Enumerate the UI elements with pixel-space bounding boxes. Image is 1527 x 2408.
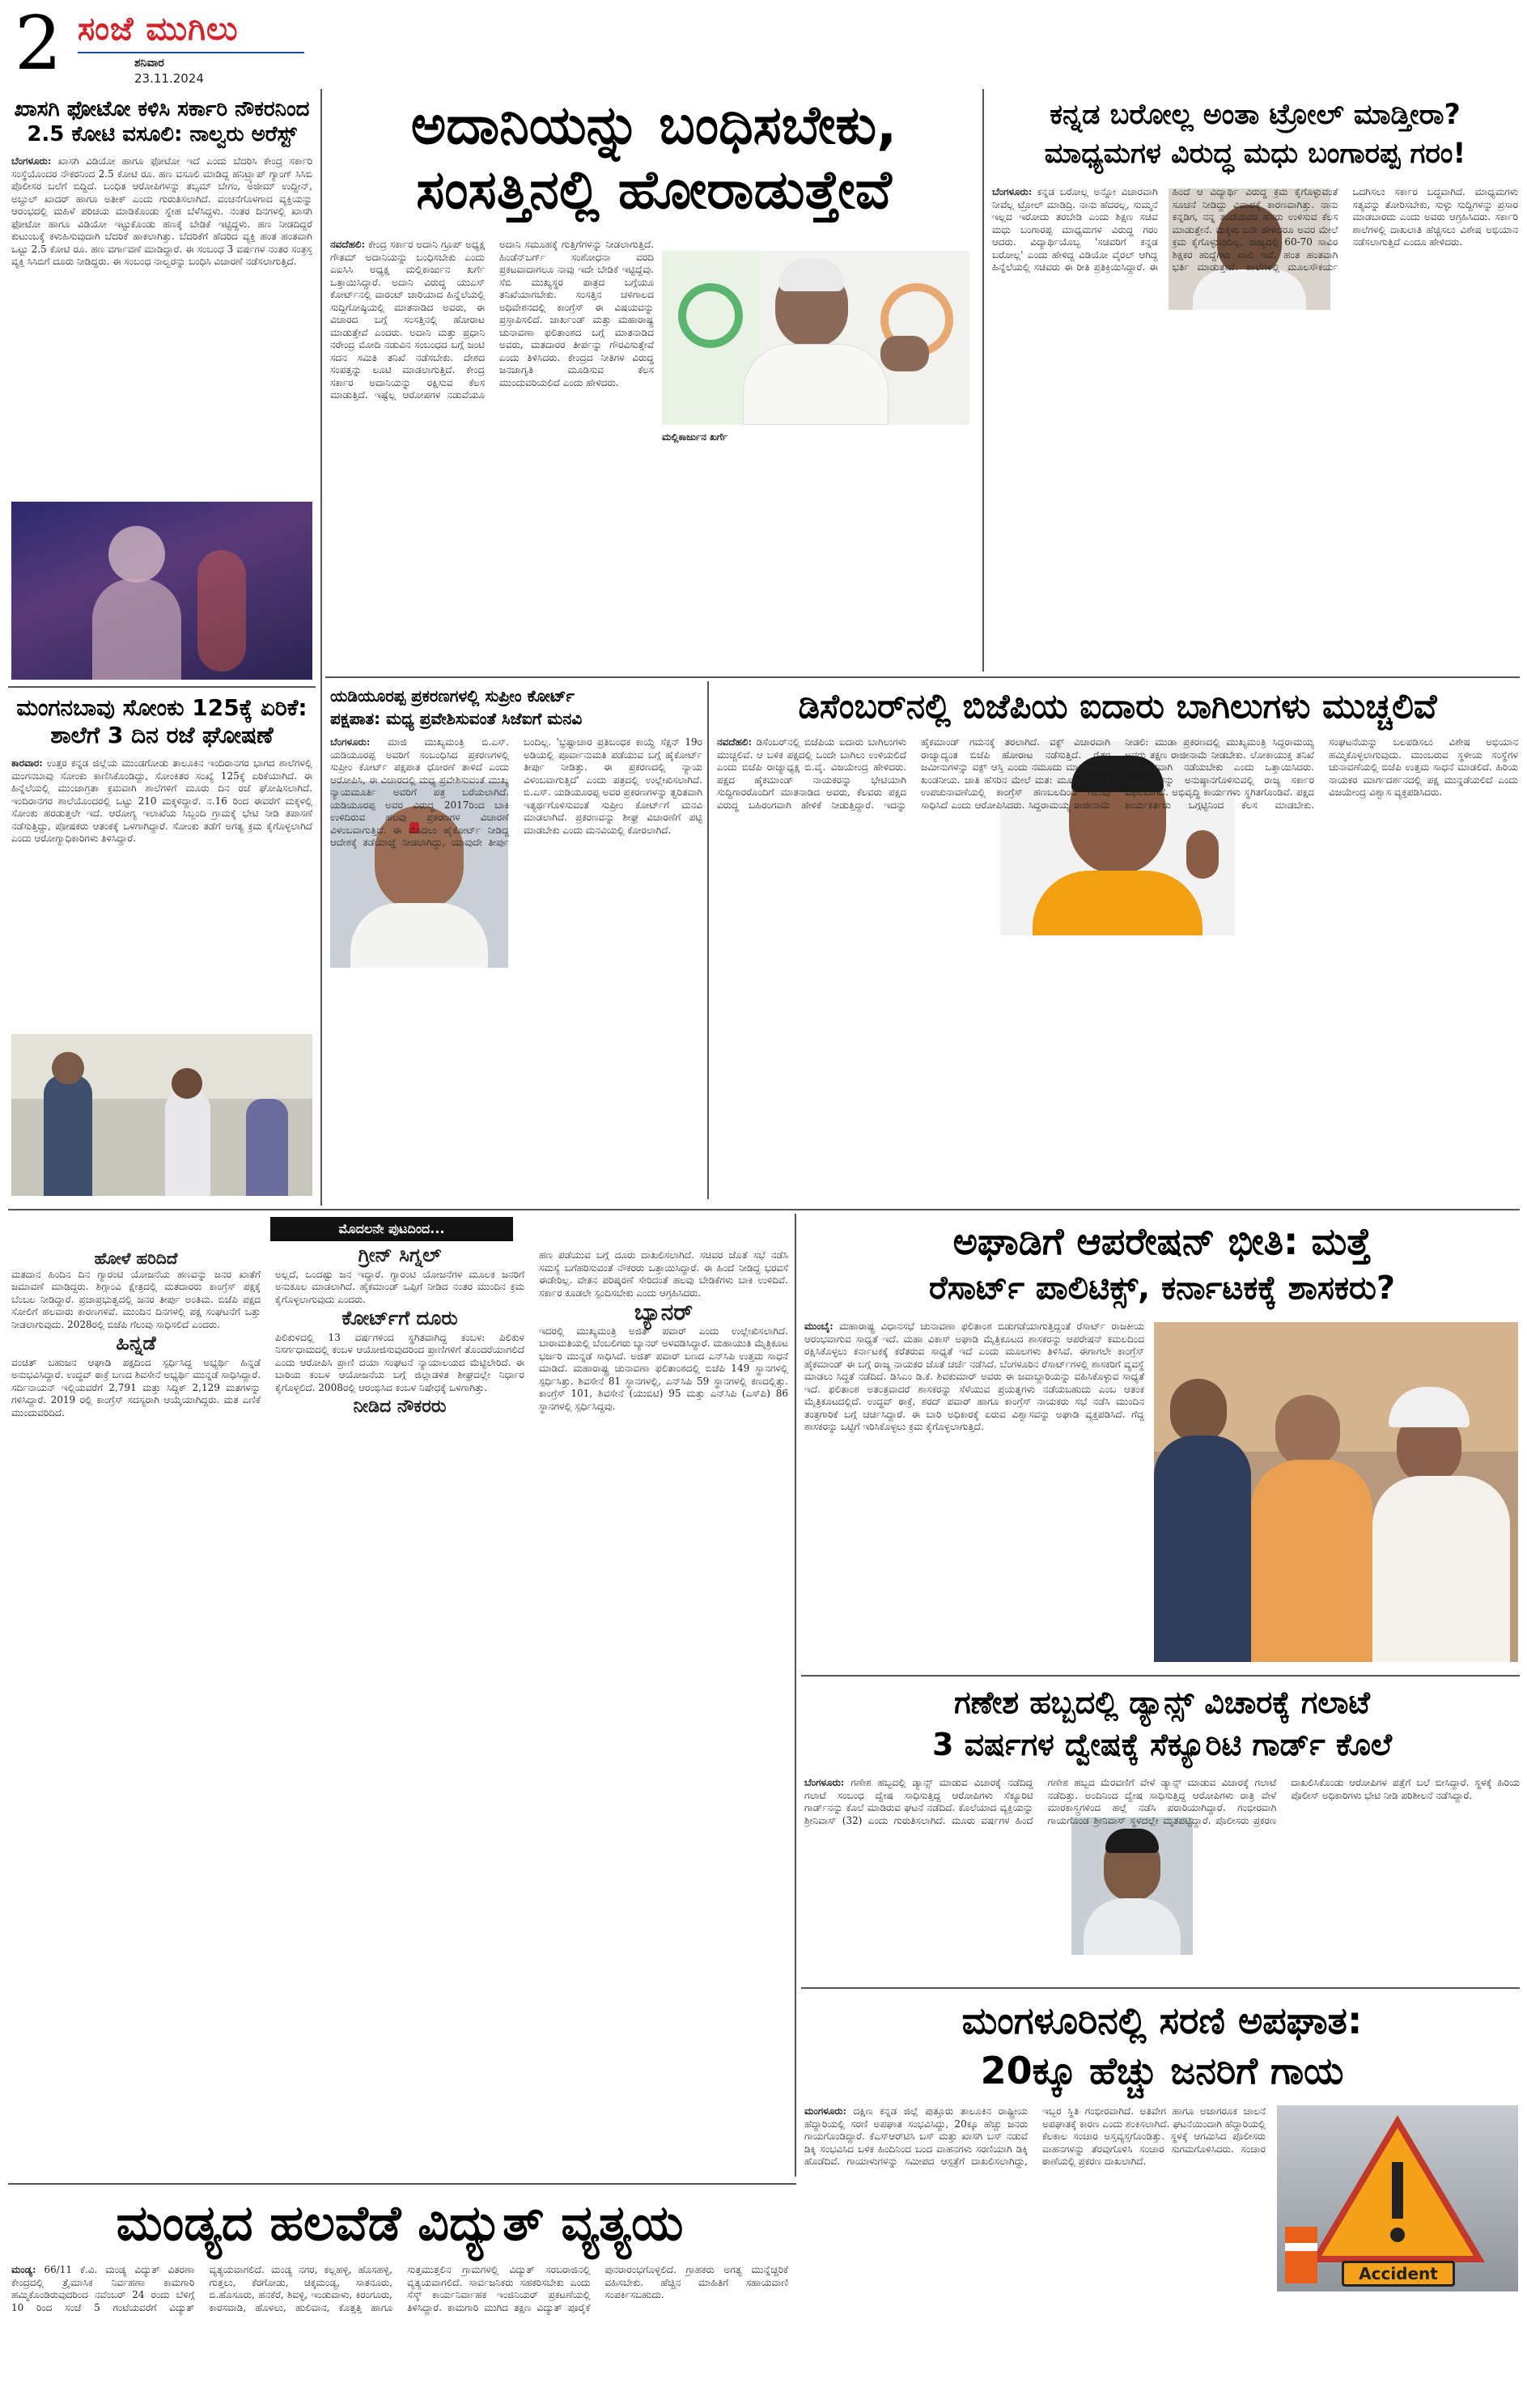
body-text: ಮಾಜಿ ಮುಖ್ಯಮಂತ್ರಿ ಬಿ.ಎಸ್. ಯಡಿಯೂರಪ್ಪ ಅವರಿಗೆ ಸಂಬಂಧಿಸಿದ ಪ್ರಕರಣಗಳಲ್ಲಿ ಸುಪ್ರೀಂ ಕೋರ್ಟ್ ಪಕ್ಷಪಾತ ಧೋರಣೆ ತಾಳಿದೆ ಎಂದು ಆರೋಪಿಸಿ, ಈ ವಿಚಾರದಲ್ಲಿ ಮಧ್ಯ ಪ್ರವೇಶಿಸುವಂತೆ ಮುಖ್ಯ ನ್ಯಾಯಮೂರ್ತಿ ಅವರಿಗೆ ಪತ್ರ ಬರೆಯಲಾಗಿದೆ. ಯಡಿಯೂರಪ್ಪ ಅವರ ವಿರುದ್ಧ 2017ರಿಂದ ಬಾಕಿ ಉಳಿದಿರುವ ಹಲವು ಪ್ರಕರಣಗಳ ವಿಚಾರಣೆ ವಿಳಂಬವಾಗುತ್ತಿದೆ. ಈ ಮೊದಲು ಹೈಕೋರ್ಟ್ ನೀಡಿದ್ದ ಆದೇಶಕ್ಕೆ ತಡೆಯಾಜ್ಞೆ ನೀಡಲಾಗಿದ್ದು, ಯಾವುದೇ ತೀರ್ಪು ಬಂದಿಲ್ಲ. 'ಭ್ರಷ್ಟಾಚಾರ ಪ್ರತಿಬಂಧಕ ಕಾಯ್ದೆ ಸೆಕ್ಷನ್ 19ರ ಅಡಿಯಲ್ಲಿ ಪೂರ್ವಾನುಮತಿ ಪಡೆಯುವ ಬಗ್ಗೆ ಹೈಕೋರ್ಟ್ ತೀರ್ಪು ನೀಡಿತ್ತು. ಈ ಪ್ರಕರಣದಲ್ಲಿ ನ್ಯಾಯ ವಿಳಂಬವಾಗುತ್ತಿದೆ' ಎಂದು ಪತ್ರದಲ್ಲಿ ಉಲ್ಲೇಖಿಸಲಾಗಿದೆ. ಬಿ.ಎಸ್. ಯಡಿಯೂರಪ್ಪ ಅವರ ಪ್ರಕರಣಗಳನ್ನು ತ್ವರಿತವಾಗಿ ಇತ್ಯರ್ಥಗೊಳಿಸುವಂತೆ ಸುಪ್ರೀಂ ಕೋರ್ಟ್‌ಗೆ ಮನವಿ ಮಾಡಲಾಗಿದೆ. ಪ್ರಕರಣವನ್ನು ಶೀಘ್ರ ವಿಚಾರಣೆಗೆ ಪಟ್ಟಿ ಮಾಡಬೇಕು ಎಂದು ಮನವಿಯಲ್ಲಿ ಕೋರಲಾಗಿದೆ. [330,736,702,848]
article-body [11,757,312,960]
short-item [11,1249,261,1331]
short-body: ಮತದಾನ ಹಿಂದಿನ ದಿನ ಗ್ಯಾರಂಟಿ ಯೋಜನೆಯ ಹಣವನ್ನು ಜನರ ಖಾತೆಗೆ ಜಮಾವಣೆ ಮಾಡಿದ್ದರು. ಶಿಗ್ಗಾಂವಿ ಕ್ಷೇತ್ರದಲ್ಲಿ ಮತದಾರರು ಕಾಂಗ್ರೆಸ್ ಪಕ್ಷಕ್ಕೆ ಬೆಂಬಲ ನೀಡಿದ್ದಾರೆ. ಪ್ರಜಾಪ್ರಭುತ್ವದಲ್ಲಿ ಜನರ ತೀರ್ಪು ಅಂತಿಮ. ಬಿಜೆಪಿ ಪಕ್ಷದ ಸೋಲಿಗೆ ಹಲವಾರು ಕಾರಣಗಳಿವೆ. ಮುಂದಿನ ದಿನಗಳಲ್ಲಿ ಪಕ್ಷ ಸಂಘಟನೆಗೆ ಒತ್ತು ನೀಡಲಾಗುವುದು. 2028ರಲ್ಲಿ ಬಿಜೆಪಿ ಗೆಲುವು ಸಾಧಿಸಲಿದೆ ಎಂದರು. [11,1268,261,1330]
short-title: ಕೋರ್ಟ್‌ಗೆ ದೂರು [341,1307,458,1329]
body-text: ಮಹಾರಾಷ್ಟ್ರ ವಿಧಾನಸಭೆ ಚುನಾವಣಾ ಫಲಿತಾಂಶ ಬಿಡುಗಡೆಯಾಗುತ್ತಿದ್ದಂತೆ ರೆಸಾರ್ಟ್ ರಾಜಕೀಯ ಆರಂಭವಾಗುವ ಸಾಧ್ಯತೆ ಇದೆ. ಮಹಾ ವಿಕಾಸ್ ಅಘಾಡಿ ಮೈತ್ರಿಕೂಟದ ಶಾಸಕರನ್ನು ಆಪರೇಷನ್ ಕಮಲದಿಂದ ರಕ್ಷಿಸಿಕೊಳ್ಳಲು ಕರ್ನಾಟಕಕ್ಕೆ ಕರೆತರುವ ಸಾಧ್ಯತೆ ಇದೆ ಎಂದು ಮೂಲಗಳು ತಿಳಿಸಿವೆ. ಈಗಾಗಲೇ ಕಾಂಗ್ರೆಸ್ ಹೈಕಮಾಂಡ್ ಈ ಬಗ್ಗೆ ರಾಜ್ಯ ನಾಯಕರ ಜೊತೆ ಚರ್ಚೆ ನಡೆಸಿದೆ. ಬೆಂಗಳೂರಿನ ರೆಸಾರ್ಟ್‌ಗಳಲ್ಲಿ ಶಾಸಕರಿಗೆ ವ್ಯವಸ್ಥೆ ಮಾಡಲು ಸಿದ್ಧತೆ ನಡೆದಿದೆ. ಡಿಸಿಎಂ ಡಿ.ಕೆ. ಶಿವಕುಮಾರ್ ಅವರು ಈ ಜವಾಬ್ದಾರಿಯನ್ನು ವಹಿಸಿಕೊಳ್ಳುವ ಸಾಧ್ಯತೆ ಇದೆ. ಫಲಿತಾಂಶ ಅತಂತ್ರವಾದರೆ ಶಾಸಕರನ್ನು ಸೆಳೆಯುವ ಪ್ರಯತ್ನಗಳು ನಡೆಯಬಹುದು ಎಂಬ ಆತಂಕ ಮೈತ್ರಿಕೂಟದಲ್ಲಿದೆ. ಉದ್ಧವ್ ಠಾಕ್ರೆ, ಶರದ್ ಪವಾರ್ ಹಾಗೂ ಕಾಂಗ್ರೆಸ್ ನಾಯಕರು ಸಭೆ ನಡೆಸಿ ಮುಂದಿನ ತಂತ್ರಗಾರಿಕೆ ಬಗ್ಗೆ ಚರ್ಚಿಸಿದ್ದಾರೆ. ಈ ಬಾರಿ ಅಧಿಕಾರಕ್ಕೆ ಏರುವ ವಿಶ್ವಾಸವನ್ನು ಅಘಾಡಿ ವ್ಯಕ್ತಪಡಿಸಿದೆ. ಗೆದ್ದ ಶಾಸಕರನ್ನು ಒಟ್ಟಿಗೆ ಇರಿಸಿಕೊಳ್ಳಲು ಕ್ರಮ ಕೈಗೊಳ್ಳಲಾಗುತ್ತಿದೆ. [804,1321,1144,1432]
short-item [275,1249,524,1306]
short-body: ವಂಚಿತ್ ಬಹುಜನ ಆಘಾಡಿ ಪಕ್ಷದಿಂದ ಸ್ಪರ್ಧಿಸಿದ್ದ ಅಭ್ಯರ್ಥಿ ಹಿನ್ನಡೆ ಅನುಭವಿಸಿದ್ದಾರೆ. ಉದ್ಧವ್ ಠಾಕ್ರೆ ಬಣದ ಶಿವಸೇನೆ ಅಭ್ಯರ್ಥಿ ಮುನ್ನಡೆ ಸಾಧಿಸಿದ್ದಾರೆ. ಸರ್ದಿನಾಯನ್ ಇಲ್ಲಿಯವರೆಗೆ 2,791 ಮತ್ತು ಸಿದ್ದಿಕ್ 2,129 ಮತಗಳನ್ನು ಗಳಿಸಿದ್ದಾರೆ. 2019 ರಲ್ಲಿ ಕಾಂಗ್ರೆಸ್ ಸದಸ್ಯರಾಗಿ ಆಯ್ಕೆಯಾಗಿದ್ದರು. ಮತ ಎಣಿಕೆ ಮುಂದುವರಿದಿದೆ. [11,1356,261,1418]
issue-date: 23.11.2024 [134,71,204,86]
short-item [11,1332,261,1419]
dateline: ನವದೆಹಲಿ: [330,239,365,250]
article-body [992,186,1518,663]
short-body: ಇದರಲ್ಲಿ ಮುಖ್ಯಮಂತ್ರಿ ಅಜಿತ್ ಪವಾರ್ ಎಂದು ಉಲ್ಲೇಖಿಸಲಾಗಿದೆ. ಬಾರಾಮತಿಯಲ್ಲಿ ಬೆಂಬಲಿಗರು ಬ್ಯಾನರ್ ಅಳವಡಿಸಿದ್ದಾರೆ. ಮಹಾಯುತಿ ಮೈತ್ರಿಕೂಟ ಭರ್ಜರಿ ಮುನ್ನಡೆ ಸಾಧಿಸಿದೆ. ಅಜಿತ್ ಪವಾರ್ ಬಣದ ಎನ್‌ಸಿಪಿ ಉತ್ತಮ ಸಾಧನೆ ಮಾಡಿದೆ. ಮಹಾರಾಷ್ಟ್ರ ಚುನಾವಣಾ ಫಲಿತಾಂಶದಲ್ಲಿ ಬಿಜೆಪಿ 149 ಸ್ಥಾನಗಳಲ್ಲಿ ಸ್ಪರ್ಧಿಸಿತ್ತು. ಶಿವಸೇನೆ 81 ಸ್ಥಾನಗಳಲ್ಲಿ, ಎನ್‌ಸಿಪಿ 59 ಸ್ಥಾನಗಳಲ್ಲಿ ಕಣದಲ್ಲಿತ್ತು. ಕಾಂಗ್ರೆಸ್ 101, ಶಿವಸೇನೆ (ಯುಬಿಟಿ) 95 ಮತ್ತು ಎನ್‌ಸಿಪಿ (ಎಸ್‌ಪಿ) 86 ಸ್ಥಾನಗಳಲ್ಲಿ ಸ್ಪರ್ಧಿಸಿದ್ದವು. [539,1325,788,1412]
story-yeddyurappa [330,685,702,1202]
story-bjp [717,685,1518,1202]
article-body [717,736,1518,1198]
body-text: ಉತ್ತರ ಕನ್ನಡ ಜಿಲ್ಲೆಯ ಮುಂಡಗೋಡು ತಾಲೂಕಿನ ಇಂದಿರಾನಗರ ಭಾಗದ ಶಾಲೆಗಳಲ್ಲಿ ಮಂಗನಬಾವು ಸೋಂಕು ಕಾಣಿಸಿಕೊಂಡಿದ್ದು, ಸೋಂಕಿತರ ಸಂಖ್ಯೆ 125ಕ್ಕೆ ಏರಿಕೆಯಾಗಿದೆ. ಈ ಹಿನ್ನೆಲೆಯಲ್ಲಿ ಮುಂಜಾಗ್ರತಾ ಕ್ರಮವಾಗಿ ಶಾಲೆಗಳಿಗೆ ಮೂರು ದಿನ ರಜೆ ಘೋಷಿಸಲಾಗಿದೆ. ಇಂದಿರಾನಗರ ಶಾಲೆಯೊಂದರಲ್ಲಿ ಒಟ್ಟು 210 ಮಕ್ಕಳಿದ್ದಾರೆ. ನ.16 ರಿಂದ ಈವರೆಗೆ ಮಕ್ಕಳಲ್ಲಿ ಸೋಂಕು ಹರಡುತ್ತಲೇ ಇದೆ. ಆರೋಗ್ಯ ಇಲಾಖೆಯ ಸಿಬ್ಬಂದಿ ಗ್ರಾಮಕ್ಕೆ ಭೇಟಿ ನೀಡಿ ತಪಾಸಣೆ ನಡೆಸುತ್ತಿದ್ದು, ಪೋಷಕರು ಆತಂಕಕ್ಕೆ ಒಳಗಾಗಿದ್ದಾರೆ. ಸೋಂಕು ತಡೆಗೆ ಅಗತ್ಯ ಕ್ರಮ ಕೈಗೊಳ್ಳಲಾಗಿದೆ ಎಂದು ಆರೋಗ್ಯಾಧಿಕಾರಿಗಳು ತಿಳಿಸಿದ್ದಾರೆ. [11,757,312,845]
headline-line-1: ಗಣೇಶ ಹಬ್ಬದಲ್ಲಿ ಡ್ಯಾನ್ಸ್ ವಿಚಾರಕ್ಕೆ ಗಲಾಟೆ [954,1685,1370,1720]
accident-sign-photo [1277,2105,1518,2291]
article-body [11,155,312,479]
headline-line-1: ಯಡಿಯೂರಪ್ಪ ಪ್ರಕರಣಗಳಲ್ಲಿ ಸುಪ್ರೀಂ ಕೋರ್ಟ್ [330,686,575,706]
short-title: ಬ್ಯಾನರ್ [634,1299,694,1325]
divider [8,686,316,688]
short-body: ಅಲ್ಲದೆ, ಒಂದಷ್ಟು ಜನ ಇದ್ದಾರೆ. ಗ್ಯಾರಂಟಿ ಯೋಜನೆಗಳ ಮೂಲಕ ಜನರಿಗೆ ಅನುಕೂಲ ಮಾಡಲಾಗಿದೆ. ಹೈಕಮಾಂಡ್ ಒಪ್ಪಿಗೆ ನೀಡಿದ ನಂತರ ಮುಂದಿನ ಕ್ರಮ ಕೈಗೊಳ್ಳಲಾಗುವುದು ಎಂದರು. [275,1268,524,1305]
paper-name: ಸಂಜೆ ಮುಗಿಲು [78,11,239,48]
dateline: ನವದೆಹಲಿ: [717,736,752,748]
continued-stories [11,1217,788,2180]
short-title: ಹಿನ್ನಡೆ [116,1332,156,1354]
headline: ಮಂಗನಬಾವು ಸೋಂಕು 125ಕ್ಕೆ ಏರಿಕೆ: ಶಾಲೆಗೆ 3 ದಿನ ರಜೆ ಘೋಷಣೆ [16,694,308,749]
logo-underline [78,52,304,53]
kharge-photo [662,251,969,425]
dateline: ಮುಂಬೈ: [804,1321,833,1332]
short-title: ಹೋಳೆ ಹರಿದಿದೆ [94,1249,178,1268]
headline-line-2: ಪಕ್ಷಪಾತ: ಮಧ್ಯ ಪ್ರವೇಶಿಸುವಂತೆ ಸಿಜೆಐಗೆ ಮನವಿ [330,709,583,728]
dateline: ಕಾರವಾರ: [11,757,43,769]
body-text: 66/11 ಕೆ.ವಿ. ಮಂಡ್ಯ ವಿದ್ಯುತ್ ವಿತರಣಾ ಕೇಂದ್ರದಲ್ಲಿ ತ್ರೈಮಾಸಿಕ ನಿರ್ವಹಣಾ ಕಾಮಗಾರಿ ಹಮ್ಮಿಕೊಂಡಿರುವುದರಿಂದ ನವೆಂಬರ್ 24 ರಂದು ಬೆಳಿಗ್ಗೆ 10 ರಿಂದ ಸಂಜೆ 5 ಗಂಟೆಯವರೆಗೆ ವಿದ್ಯುತ್ ವ್ಯತ್ಯಯವಾಗಲಿದೆ. ಮಂಡ್ಯ ನಗರ, ಕಲ್ಲಹಳ್ಳಿ, ಹೊಸಹಳ್ಳಿ, ಗುತ್ತಲು, ಕೆರಗೋಡು, ಚಿಕ್ಕಮಂಡ್ಯ, ಸಾತನೂರು, ಬಿ.ಹೊಸೂರು, ಹನಕೆರೆ, ಶಿವಳ್ಳಿ, ಇಂಡುವಾಳು, ಕಿರಂಗೂರು, ಕಾರಸವಾಡಿ, ಹೊಳಲು, ಹುಲಿವಾನ, ಕೊತ್ತತ್ತಿ ಹಾಗೂ ಸುತ್ತಮುತ್ತಲಿನ ಗ್ರಾಮಗಳಲ್ಲಿ ವಿದ್ಯುತ್ ಸರಬರಾಜಿನಲ್ಲಿ ವ್ಯತ್ಯಯವಾಗಲಿದೆ. ಸಾರ್ವಜನಿಕರು ಸಹಕರಿಸಬೇಕು ಎಂದು ಸೆಸ್ಕ್ ಕಾರ್ಯನಿರ್ವಾಹಕ ಇಂಜಿನಿಯರ್ ಪ್ರಕಟಣೆಯಲ್ಲಿ ತಿಳಿಸಿದ್ದಾರೆ. ಕಾಮಗಾರಿ ಮುಗಿದ ತಕ್ಷಣ ವಿದ್ಯುತ್ ಪೂರೈಕೆ ಪುನರಾರಂಭಗೊಳ್ಳಲಿದೆ. ಗ್ರಾಹಕರು ಅಗತ್ಯ ಮುನ್ನೆಚ್ಚರಿಕೆ ವಹಿಸಬೇಕು. ಹೆಚ್ಚಿನ ಮಾಹಿತಿಗೆ ಸಹಾಯವಾಣಿ ಸಂಪರ್ಕಿಸಬಹುದು. [11,2264,788,2313]
headline: ಡಿಸೆಂಬರ್‌ನಲ್ಲಿ ಬಿಜೆಪಿಯ ಐದಾರು ಬಾಗಿಲುಗಳು ಮುಚ್ಚಲಿವೆ [798,686,1437,726]
article-body [804,1321,1144,1664]
column-rule [707,681,709,1199]
headline: ಖಾಸಗಿ ಫೋಟೋ ಕಳಿಸಿ ಸರ್ಕಾರಿ ನೌಕರನಿಂದ 2.5 ಕೋಟಿ ವಸೂಲಿ: ನಾಲ್ವರು ಅರೆಸ್ಟ್ [14,97,310,147]
story-private-photo [11,97,312,680]
masthead [0,0,324,87]
headline-line-1: ಅದಾನಿಯನ್ನು ಬಂಧಿಸಬೇಕು, [410,94,897,156]
article-body-right [662,431,969,668]
column-rule [982,89,984,672]
dateline: ಬೆಂಗಳೂರು: [992,186,1033,197]
silhouette-photo [11,502,312,680]
aghadi-leaders-photo [1154,1322,1518,1662]
story-adani [330,93,978,676]
divider [8,1209,1520,1210]
short-title: ಗ್ರೀನ್ ಸಿಗ್ನಲ್ [358,1249,442,1266]
dateline: ಬೆಂಗಳೂರು: [11,155,52,167]
headline-line-2: ಸಂಸತ್ತಿನಲ್ಲಿ ಹೋರಾಡುತ್ತೇವೆ [416,159,892,221]
article-body [804,1777,1520,1979]
paper-logo [78,6,304,52]
divider [325,676,1520,678]
story-ganesh-festival [804,1681,1520,1982]
article-body [330,736,702,1198]
story-aghadi [804,1217,1520,1670]
headline-line-1: ಮಂಗಳೂರಿನಲ್ಲಿ ಸರಣಿ ಅಪಘಾತ: [961,1999,1363,2042]
headline-line-1: ಕನ್ನಡ ಬರೋಲ್ಲ ಅಂತಾ ಟ್ರೋಲ್ ಮಾಡ್ತೀರಾ? [1050,99,1461,131]
hospital-photo [11,1034,312,1196]
story-mangaluru-accident [804,1995,1520,2404]
body-text: ಗಣೇಶ ಹಬ್ಬದಲ್ಲಿ ಡ್ಯಾನ್ಸ್ ಮಾಡುವ ವಿಚಾರಕ್ಕೆ ನಡೆದಿದ್ದ ಗಲಾಟೆ ಸಂಬಂಧ ದ್ವೇಷ ಸಾಧಿಸುತ್ತಿದ್ದ ಆರೋಪಿಗಳು ಸೆಕ್ಯೂರಿಟಿ ಗಾರ್ಡ್‌ನನ್ನು ಕೊಲೆ ಮಾಡಿರುವ ಘಟನೆ ನಡೆದಿದೆ. ಕೊಲೆಯಾದ ವ್ಯಕ್ತಿಯನ್ನು ಶ್ರೀನಿವಾಸ್ (32) ಎಂದು ಗುರುತಿಸಲಾಗಿದೆ. ಮೂರು ವರ್ಷಗಳ ಹಿಂದೆ ಗಣೇಶ ಹಬ್ಬದ ಮೆರವಣಿಗೆ ವೇಳೆ ಡ್ಯಾನ್ಸ್ ಮಾಡುವ ವಿಚಾರಕ್ಕೆ ಗಲಾಟೆ ನಡೆದಿತ್ತು. ಅಂದಿನಿಂದ ದ್ವೇಷ ಸಾಧಿಸುತ್ತಿದ್ದ ಆರೋಪಿಗಳು ರಾತ್ರಿ ವೇಳೆ ಮಾರಕಾಸ್ತ್ರಗಳಿಂದ ಹಲ್ಲೆ ನಡೆಸಿ ಪರಾರಿಯಾಗಿದ್ದಾರೆ. ಗಂಭೀರವಾಗಿ ಗಾಯಗೊಂಡ ಶ್ರೀನಿವಾಸ್ ಸ್ಥಳದಲ್ಲೇ ಮೃತಪಟ್ಟಿದ್ದಾರೆ. ಪೊಲೀಸರು ಪ್ರಕರಣ ದಾಖಲಿಸಿಕೊಂಡು ಆರೋಪಿಗಳ ಪತ್ತೆಗೆ ಬಲೆ ಬೀಸಿದ್ದಾರೆ. ಸ್ಥಳಕ್ಕೆ ಹಿರಿಯ ಪೊಲೀಸ್ ಅಧಿಕಾರಿಗಳು ಭೇಟಿ ನೀಡಿ ಪರಿಶೀಲನೆ ನಡೆಸಿದ್ದಾರೆ. [804,1777,1520,1826]
dateline: ಮಂಗಳೂರು: [804,2105,846,2117]
headline: ಮಂಡ್ಯದ ಹಲವೆಡೆ ವಿದ್ಯುತ್ ವ್ಯತ್ಯಯ [116,2195,684,2252]
story-madhu-bangarappa [992,95,1518,670]
short-title: ನೀಡಿದ ನೌಕರರು [353,1397,447,1417]
dateline: ಬೆಂಗಳೂರು: [330,736,371,748]
accident-sign-text: Accident [1342,2261,1455,2287]
divider [8,2183,796,2185]
headline-line-2: 3 ವರ್ಷಗಳ ದ್ವೇಷಕ್ಕೆ ಸೆಕ್ಯೂರಿಟಿ ಗಾರ್ಡ್ ಕೊಲೆ [932,1727,1392,1762]
headline-line-2: ಮಾಧ್ಯಮಗಳ ವಿರುದ್ಧ ಮಧು ಬಂಗಾರಪ್ಪ ಗರಂ! [1044,138,1466,170]
story-mumps [11,694,312,1196]
short-items [11,1249,788,2176]
dateline: ಬೆಂಗಳೂರು: [804,1777,845,1788]
body-text: ದಕ್ಷಿಣ ಕನ್ನಡ ಜಿಲ್ಲೆ ಪುತ್ತೂರು ತಾಲೂಕಿನ ರಾಷ್ಟ್ರೀಯ ಹೆದ್ದಾರಿಯಲ್ಲಿ ಸರಣಿ ಅಪಘಾತ ಸಂಭವಿಸಿದ್ದು, 20ಕ್ಕೂ ಹೆಚ್ಚು ಜನರು ಗಾಯಗೊಂಡಿದ್ದಾರೆ. ಕೆಎಸ್‌ಆರ್‌ಟಿಸಿ ಬಸ್ ಮತ್ತು ಖಾಸಗಿ ಬಸ್ ನಡುವೆ ಡಿಕ್ಕಿ ಸಂಭವಿಸಿದ ಬಳಿಕ ಹಿಂದಿನಿಂದ ಬಂದ ವಾಹನಗಳು ಸರಣಿಯಾಗಿ ಡಿಕ್ಕಿ ಹೊಡೆದಿವೆ. ಗಾಯಾಳುಗಳನ್ನು ಸಮೀಪದ ಆಸ್ಪತ್ರೆಗೆ ದಾಖಲಿಸಲಾಗಿದ್ದು, ಇಬ್ಬರ ಸ್ಥಿತಿ ಗಂಭೀರವಾಗಿದೆ. ಅತಿವೇಗ ಹಾಗೂ ಅಜಾಗರೂಕ ಚಾಲನೆ ಅಪಘಾತಕ್ಕೆ ಕಾರಣ ಎಂದು ಶಂಕಿಸಲಾಗಿದೆ. ಘಟನೆಯಿಂದಾಗಿ ಹೆದ್ದಾರಿಯಲ್ಲಿ ಕೆಲಕಾಲ ಸಂಚಾರ ಅಸ್ತವ್ಯಸ್ತಗೊಂಡಿತ್ತು. ಸ್ಥಳಕ್ಕೆ ಆಗಮಿಸಿದ ಪೊಲೀಸರು ವಾಹನಗಳನ್ನು ತೆರವುಗೊಳಿಸಿ ಸಂಚಾರ ಸುಗಮಗೊಳಿಸಿದರು. ಸಂಚಾರ ಠಾಣೆಯಲ್ಲಿ ಪ್ರಕರಣ ದಾಖಲಾಗಿದೆ. [804,2105,1266,2167]
body-text: ಡಿಸೆಂಬರ್‌ನಲ್ಲಿ ಬಿಜೆಪಿಯ ಐದಾರು ಬಾಗಿಲುಗಳು ಮುಚ್ಚಲಿವೆ. ಆ ಬಳಿಕ ಪಕ್ಷದಲ್ಲಿ ಒಂದೇ ಬಾಗಿಲು ಉಳಿಯಲಿದೆ ಎಂದು ಬಿಜೆಪಿ ರಾಜ್ಯಾಧ್ಯಕ್ಷ ಬಿ.ವೈ. ವಿಜಯೇಂದ್ರ ಹೇಳಿದರು. ಪಕ್ಷದ ಹೈಕಮಾಂಡ್ ನಾಯಕರನ್ನು ಭೇಟಿಯಾಗಿ ಸುದ್ದಿಗಾರರೊಂದಿಗೆ ಮಾತನಾಡಿದ ಅವರು, ಕೆಲವರು ಪಕ್ಷದ ವಿರುದ್ಧ ಬಹಿರಂಗವಾಗಿ ಹೇಳಿಕೆ ನೀಡುತ್ತಿದ್ದಾರೆ. ಇದನ್ನು ಹೈಕಮಾಂಡ್ ಗಮನಕ್ಕೆ ತರಲಾಗಿದೆ. ವಕ್ಫ್ ವಿಚಾರವಾಗಿ ರಾಜ್ಯಾದ್ಯಂತ ಬಿಜೆಪಿ ಹೋರಾಟ ನಡೆಸುತ್ತಿದೆ. ರೈತರ ಜಮೀನುಗಳನ್ನು ವಕ್ಫ್ ಆಸ್ತಿ ಎಂದು ನಮೂದು ಮಾಡಿರುವುದು ಖಂಡನೀಯ. ಜಾತಿ ಹೆಸರಿನ ಮೇಲೆ ಮತ: ಮೂರು ಕ್ಷೇತ್ರಗಳ ಉಪಚುನಾವಣೆಯಲ್ಲಿ ಕಾಂಗ್ರೆಸ್ ಹಣಬಲದಿಂದ ಗೆಲುವು ಸಾಧಿಸಿದೆ ಎಂದು ಆರೋಪಿಸಿದರು. ಸಿದ್ದರಾಮಯ್ಯ ರಾಜೀನಾಮೆ ನೀಡಲಿ: ಮುಡಾ ಪ್ರಕರಣದಲ್ಲಿ ಮುಖ್ಯಮಂತ್ರಿ ಸಿದ್ದರಾಮಯ್ಯ ಅವರು ತಕ್ಷಣ ರಾಜೀನಾಮೆ ನೀಡಬೇಕು. ಲೋಕಾಯುಕ್ತ ತನಿಖೆ ನಿಷ್ಪಕ್ಷಪಾತವಾಗಿ ನಡೆಯಬೇಕು ಎಂದು ಒತ್ತಾಯಿಸಿದರು. ಯೋಜನೆಗಳನ್ನು ಅನುಷ್ಠಾನಗೊಳಿಸುವಲ್ಲಿ ರಾಜ್ಯ ಸರ್ಕಾರ ವಿಫಲವಾಗಿದೆ. ಅಭಿವೃದ್ಧಿ ಕಾರ್ಯಗಳು ಸ್ಥಗಿತಗೊಂಡಿವೆ. ಪಕ್ಷದ ಕಾರ್ಯಕರ್ತರು ಒಗ್ಗಟ್ಟಿನಿಂದ ಕೆಲಸ ಮಾಡಬೇಕು. ಸಂಘಟನೆಯನ್ನು ಬಲಪಡಿಸಲು ವಿಶೇಷ ಅಭಿಯಾನ ಹಮ್ಮಿಕೊಳ್ಳಲಾಗುವುದು. ಮುಂಬರುವ ಸ್ಥಳೀಯ ಸಂಸ್ಥೆಗಳ ಚುನಾವಣೆಯಲ್ಲಿ ಬಿಜೆಪಿ ಉತ್ತಮ ಸಾಧನೆ ಮಾಡಲಿದೆ. ಹಿರಿಯ ನಾಯಕರ ಮಾರ್ಗದರ್ಶನದಲ್ಲಿ ಪಕ್ಷ ಮುನ್ನಡೆಯಲಿದೆ ಎಂದು ವಿಜಯೇಂದ್ರ ವಿಶ್ವಾಸ ವ್ಯಕ್ತಪಡಿಸಿದರು. [717,736,1518,811]
column-rule [320,89,322,1206]
sun-cloud-icon [81,14,108,35]
story-mandya-power [11,2190,788,2404]
short-body: ಹಣ ಪಡೆಯುವ ಬಗ್ಗೆ ದೂರು ದಾಖಲಿಸಲಾಗಿದೆ. ಸಚಿವರ ಜೊತೆ ಸಭೆ ನಡೆಸಿ ಸಮಸ್ಯೆ ಬಗೆಹರಿಸುವಂತೆ ನೌಕರರು ಒತ್ತಾಯಿಸಿದ್ದಾರೆ. ಈ ಹಿಂದೆ ನೀಡಿದ್ದ ಭರವಸೆ ಈಡೇರಿಲ್ಲ. ವೇತನ ಪರಿಷ್ಕರಣೆ ಸೇರಿದಂತೆ ಹಲವು ಬೇಡಿಕೆಗಳು ಬಾಕಿ ಉಳಿದಿವೆ. ಸರ್ಕಾರ ಕೂಡಲೇ ಸ್ಪಂದಿಸಬೇಕು ಎಂದು ಆಗ್ರಹಿಸಿದರು. [539,1249,788,1299]
short-item [539,1299,788,1413]
body-text: ಕೇಂದ್ರ ಸರ್ಕಾರ ಅದಾನಿ ಗ್ರೂಪ್ ಅಧ್ಯಕ್ಷ ಗೌತಮ್ ಅದಾನಿಯನ್ನು ಬಂಧಿಸಬೇಕು ಎಂದು ಎಐಸಿಸಿ ಅಧ್ಯಕ್ಷ ಮಲ್ಲಿಕಾರ್ಜುನ ಖರ್ಗೆ ಒತ್ತಾಯಿಸಿದ್ದಾರೆ. ಅದಾನಿ ವಿರುದ್ಧ ಯುಎಸ್ ಕೋರ್ಟ್‌ನಲ್ಲಿ ವಾರಂಟ್ ಜಾರಿಯಾದ ಹಿನ್ನೆಲೆಯಲ್ಲಿ ಸುದ್ದಿಗೋಷ್ಠಿಯಲ್ಲಿ ಮಾತನಾಡಿದ ಅವರು, ಈ ವಿಚಾರದ ಬಗ್ಗೆ ಸಂಸತ್ತಿನಲ್ಲಿ ಹೋರಾಟ ಮಾಡುತ್ತೇವೆ ಎಂದರು. ಅದಾನಿ ಮತ್ತು ಪ್ರಧಾನಿ ನರೇಂದ್ರ ಮೋದಿ ನಡುವಿನ ಸಂಬಂಧದ ಬಗ್ಗೆ ಜಂಟಿ ಸದನ ಸಮಿತಿ ತನಿಖೆ ನಡೆಸಬೇಕು. ದೇಶದ ಸಂಪತ್ತನ್ನು ಲೂಟಿ ಮಾಡಲಾಗುತ್ತಿದೆ. ಕೇಂದ್ರ ಸರ್ಕಾರ ಅದಾನಿಯನ್ನು ರಕ್ಷಿಸುವ ಕೆಲಸ ಮಾಡುತ್ತಿದೆ. ಇಷ್ಟೆಲ್ಲ ಆರೋಪಗಳ ನಡುವೆಯೂ ಅದಾನಿ ಸಮೂಹಕ್ಕೆ ಗುತ್ತಿಗೆಗಳನ್ನು ನೀಡಲಾಗುತ್ತಿದೆ. ಹಿಂಡೆನ್‌ಬರ್ಗ್ ಸಂಶೋಧನಾ ವರದಿ ಪ್ರಕಟವಾದಾಗಲೂ ನಾವು ಇದೇ ಬೇಡಿಕೆ ಇಟ್ಟಿದ್ದೆವು. ಸೆಬಿ ಮುಖ್ಯಸ್ಥರ ಪಾತ್ರದ ಬಗ್ಗೆಯೂ ತನಿಖೆಯಾಗಬೇಕು. ಸಂಸತ್ತಿನ ಚಳಿಗಾಲದ ಅಧಿವೇಶನದಲ್ಲಿ ಕಾಂಗ್ರೆಸ್ ಈ ವಿಷಯವನ್ನು ಪ್ರಸ್ತಾಪಿಸಲಿದೆ. ಜಾರ್ಖಂಡ್ ಮತ್ತು ಮಹಾರಾಷ್ಟ್ರ ಚುನಾವಣಾ ಫಲಿತಾಂಶದ ಬಗ್ಗೆ ಮಾತನಾಡಿದ ಅವರು, ಮತದಾರರ ತೀರ್ಪನ್ನು ಗೌರವಿಸುತ್ತೇವೆ ಎಂದು ತಿಳಿಸಿದರು. ಕೇಂದ್ರದ ನೀತಿಗಳ ವಿರುದ್ಧ ಜನಜಾಗೃತಿ ಮೂಡಿಸುವ ಕೆಲಸ ಮುಂದುವರಿಯಲಿದೆ ಎಂದು ಹೇಳಿದರು. [330,239,654,401]
article-body [804,2105,1266,2401]
headline-line-2: ರೆಸಾರ್ಟ್ ಪಾಲಿಟಿಕ್ಸ್, ಕರ್ನಾಟಕಕ್ಕೆ ಶಾಸಕರು? [928,1270,1396,1307]
column-rule [795,1214,796,2177]
divider [801,1987,1520,1989]
page-number: 2 [15,0,62,87]
article-body [11,2264,788,2400]
body-text: ಖಾಸಗಿ ವಿಡಿಯೋ ಹಾಗೂ ಫೋಟೋ ಇದೆ ಎಂದು ಬೆದರಿಸಿ ಕೇಂದ್ರ ಸರ್ಕಾರಿ ಸಂಸ್ಥೆಯೊಂದರ ನೌಕರನಿಂದ 2.5 ಕೋಟಿ ರೂ. ಹಣ ವಸೂಲಿ ಮಾಡಿದ್ದ ಹನಿಟ್ರ್ಯಾಪ್ ಗ್ಯಾಂಗ್ ಸಿಸಿಬಿ ಪೊಲೀಸರ ಬಲೆಗೆ ಬಿದ್ದಿದೆ. ಬಂಧಿತ ಆರೋಪಿಗಳನ್ನು ತಬ್ಸಮ್ ಬೇಗಂ, ಅಜೀಮ್ ಉದ್ದೀನ್, ಅಬ್ದುಲ್ ಖಾದರ್ ಹಾಗೂ ಅತೀಕ್ ಎಂದು ಗುರುತಿಸಲಾಗಿದೆ. ವಂಚನೆಗೊಳಗಾದ ವ್ಯಕ್ತಿಯನ್ನು ಆರಂಭದಲ್ಲಿ ಮಹಿಳೆ ಪರಿಚಯ ಮಾಡಿಕೊಂಡು ಸ್ನೇಹ ಬೆಳೆಸಿದ್ದಳು. ನಂತರ ದಿನಗಳಲ್ಲಿ ಖಾಸಗಿ ಫೋಟೋ ಹಾಗೂ ವಿಡಿಯೋ ಇಟ್ಟುಕೊಂಡು ಹಣಕ್ಕೆ ಬೇಡಿಕೆ ಇಟ್ಟಿದ್ದಳು. ಹಣ ನೀಡದಿದ್ದರೆ ಕುಟುಂಬಕ್ಕೆ ಕಳುಹಿಸುವುದಾಗಿ ಬೆದರಿಕೆ ಹಾಕಲಾಗಿತ್ತು. ಬೆದರಿಕೆಗೆ ಹೆದರಿದ ವ್ಯಕ್ತಿ ಹಂತ ಹಂತವಾಗಿ ಒಟ್ಟು 2.5 ಕೋಟಿ ರೂ. ಹಣ ವರ್ಗಾವಣೆ ಮಾಡಿದ್ದಾರೆ. ಈ ಸಂಬಂಧ 3 ವರ್ಷಗಳ ನಂತರ ಸಂತ್ರಸ್ತ ವ್ಯಕ್ತಿ ಸಿಸಿಬಿಗೆ ದೂರು ನೀಡಿದ್ದರು. ಈ ಸಂಬಂಧ ನಾಲ್ವರನ್ನು ಬಂಧಿಸಿ ವಿಚಾರಣೆ ನಡೆಸಲಾಗುತ್ತಿದೆ. [11,155,312,268]
dateline: ಮಂಡ್ಯ: [11,2264,36,2275]
short-body: ಪಿಲಿಕುಳದಲ್ಲಿ 13 ವರ್ಷಗಳಿಂದ ಸ್ಥಗಿತವಾಗಿದ್ದ ಕಂಬಳ: ಪಿಲಿಕುಳ ನಿಸರ್ಗಧಾಮದಲ್ಲಿ ಕಂಬಳ ಆಯೋಜಿಸುವುದರಿಂದ ಪ್ರಾಣಿಗಳಿಗೆ ತೊಂದರೆಯಾಗಲಿದೆ ಎಂದು ಆರೋಪಿಸಿ ಪ್ರಾಣಿ ದಯಾ ಸಂಘಟನೆ ನ್ಯಾಯಾಲಯದ ಮೆಟ್ಟಿಲೇರಿದೆ. ಈ ಬಾರಿಯ ಕಂಬಳ ಆಯೋಜನೆಯ ಬಗ್ಗೆ ಜಿಲ್ಲಾಡಳಿತ ಶೀಘ್ರದಲ್ಲೇ ನಿರ್ಧಾರ ಕೈಗೊಳ್ಳಲಿದೆ. 2008ರಲ್ಲಿ ಆರಂಭಿಸಿದ ಕಂಬಳ ನಿಷೇಧಕ್ಕೆ ಒಳಗಾಗಿತ್ತು. [275,1331,524,1393]
body-text: ಕನ್ನಡ ಬರೋಲ್ಲ ಅನ್ನೋ ವಿಚಾರವಾಗಿ ನೀವೆಲ್ಲ ಟ್ರೋಲ್ ಮಾಡಿದ್ರಿ. ನಾನು ಹೆದರಲ್ಲ, ಸುಮ್ಮನೆ ಇಲ್ಲದ ಇರೋದು ತರಬೇಡಿ ಎಂದು ಶಿಕ್ಷಣ ಸಚಿವ ಮಧು ಬಂಗಾರಪ್ಪ ಮಾಧ್ಯಮಗಳ ವಿರುದ್ಧ ಗರಂ ಆದರು. ವಿದ್ಯಾರ್ಥಿಯೊಬ್ಬ 'ಸಚಿವರಿಗೆ ಕನ್ನಡ ಬರೋಲ್ಲ' ಎಂದು ಹೇಳಿದ್ದ ವಿಡಿಯೋ ವೈರಲ್ ಆಗಿದ್ದ ಹಿನ್ನೆಲೆಯಲ್ಲಿ ಸಚಿವರು ಈ ರೀತಿ ಪ್ರತಿಕ್ರಿಯಿಸಿದ್ದಾರೆ. ಈ ಹಿಂದೆ ಆ ವಿದ್ಯಾರ್ಥಿ ವಿರುದ್ಧ ಕ್ರಮ ಕೈಗೊಳ್ಳುವಂತೆ ಸೂಚನೆ ನೀಡಿದ್ದು ವಿವಾದಕ್ಕೆ ಕಾರಣವಾಗಿತ್ತು. ನಾನು ಕನ್ನಡಿಗ, ನನ್ನ ತಂದೆಯವರ ಹೆಸರು ಉಳಿಸುವ ಕೆಲಸ ಮಾಡುತ್ತೇನೆ. ಮಕ್ಕಳು ಏನೇ ಹೇಳಿದರೂ ಅವರ ಮೇಲೆ ಕ್ರಮ ಕೈಗೊಳ್ಳುವುದಿಲ್ಲ. ರಾಜ್ಯದಲ್ಲಿ 60-70 ಸಾವಿರ ಶಿಕ್ಷಕರ ಹುದ್ದೆಗಳು ಖಾಲಿ ಇವೆ. ಹಂತ ಹಂತವಾಗಿ ಭರ್ತಿ ಮಾಡುತ್ತೇವೆ. ಶಾಲೆಗಳಲ್ಲಿ ಮೂಲಸೌಕರ್ಯ ಒದಗಿಸಲು ಸರ್ಕಾರ ಬದ್ಧವಾಗಿದೆ. ಮಾಧ್ಯಮಗಳು ಸತ್ಯವನ್ನು ತೋರಿಸಬೇಕು, ಸುಳ್ಳು ಸುದ್ದಿಗಳನ್ನು ಪ್ರಸಾರ ಮಾಡಬಾರದು ಎಂದು ಅವರು ಆಗ್ರಹಿಸಿದರು. ಸರ್ಕಾರಿ ಶಾಲೆಗಳಲ್ಲಿ ದಾಖಲಾತಿ ಹೆಚ್ಚಿಸಲು ವಿಶೇಷ ಅಭಿಯಾನ ನಡೆಸಲಾಗುತ್ತಿದೆ ಎಂದೂ ಹೇಳಿದರು. [992,186,1518,273]
caption: ಮಲ್ಲಿಕಾರ್ಜುನ ಖರ್ಗೆ [662,431,727,443]
short-item [275,1307,524,1394]
continued-tag: ಮೊದಲನೇ ಪುಟದಿಂದ... [270,1217,513,1241]
divider [801,1675,1520,1677]
article-body-left [330,239,654,668]
issue-day: ಶನಿವಾರ [134,57,164,70]
headline-line-2: 20ಕ್ಕೂ ಹೆಚ್ಚು ಜನರಿಗೆ ಗಾಯ [980,2049,1344,2092]
headline-line-1: ಅಘಾಡಿಗೆ ಆಪರೇಷನ್ ಭೀತಿ: ಮತ್ತೆ [952,1219,1372,1263]
